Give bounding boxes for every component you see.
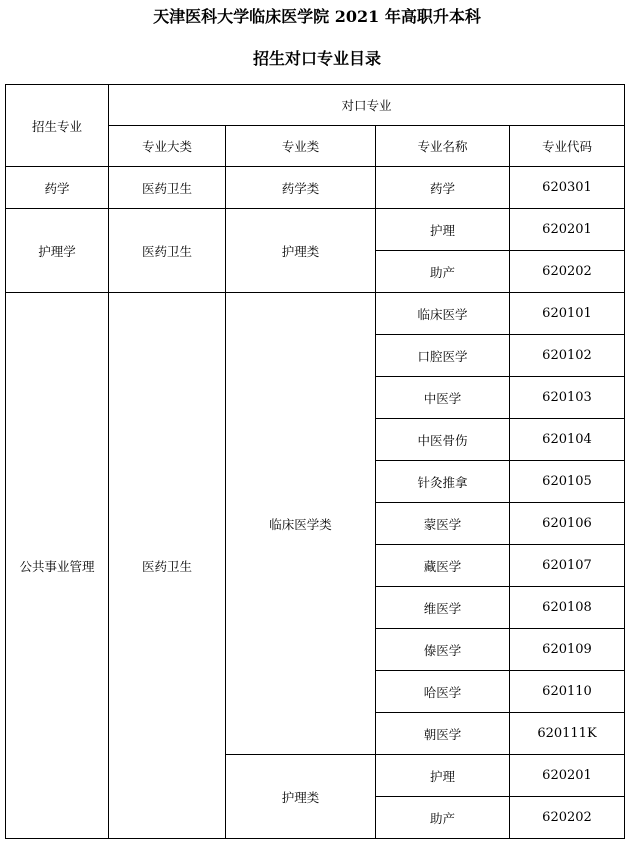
major-name-cell: 蒙医学 <box>376 503 510 545</box>
major-code-cell: 620106 <box>510 503 625 545</box>
major-name-cell: 藏医学 <box>376 545 510 587</box>
major-code-cell: 620104 <box>510 419 625 461</box>
major-name-cell: 药学 <box>376 167 510 209</box>
header-major-code: 专业代码 <box>510 126 625 167</box>
major-catalog-table <box>5 84 625 839</box>
major-name-cell: 维医学 <box>376 587 510 629</box>
major-name-cell: 傣医学 <box>376 629 510 671</box>
category-cell: 药学类 <box>226 167 376 209</box>
major-name-cell: 助产 <box>376 797 510 839</box>
major-name-cell: 哈医学 <box>376 671 510 713</box>
enrollment-major-cell: 护理学 <box>6 209 109 293</box>
major-code-cell: 620109 <box>510 629 625 671</box>
major-name-cell: 朝医学 <box>376 713 510 755</box>
table-row <box>6 167 625 209</box>
header-category: 专业类 <box>226 126 376 167</box>
category-major-cell: 医药卫生 <box>109 209 226 293</box>
major-name-cell: 助产 <box>376 251 510 293</box>
major-code-cell: 620202 <box>510 251 625 293</box>
major-name-cell: 中医骨伤 <box>376 419 510 461</box>
table-row <box>6 293 625 335</box>
major-code-cell: 620201 <box>510 209 625 251</box>
major-code-cell: 620107 <box>510 545 625 587</box>
major-code-cell: 620101 <box>510 293 625 335</box>
document-title: 天津医科大学临床医学院 2021 年高职升本科 <box>153 7 481 26</box>
header-major-name: 专业名称 <box>376 126 510 167</box>
enrollment-major-cell: 公共事业管理 <box>6 293 109 839</box>
major-code-cell: 620108 <box>510 587 625 629</box>
major-code-cell: 620201 <box>510 755 625 797</box>
category-cell: 护理类 <box>226 209 376 293</box>
major-name-cell: 针灸推拿 <box>376 461 510 503</box>
major-code-cell: 620301 <box>510 167 625 209</box>
major-code-cell: 620103 <box>510 377 625 419</box>
major-name-cell: 护理 <box>376 755 510 797</box>
category-major-cell: 医药卫生 <box>109 293 226 839</box>
category-cell: 护理类 <box>226 755 376 839</box>
document-subtitle: 招生对口专业目录 <box>252 49 381 68</box>
enrollment-major-cell: 药学 <box>6 167 109 209</box>
major-code-cell: 620110 <box>510 671 625 713</box>
category-cell: 临床医学类 <box>226 293 376 755</box>
major-name-cell: 临床医学 <box>376 293 510 335</box>
major-code-cell: 620111K <box>510 713 625 755</box>
header-matching-major: 对口专业 <box>109 85 625 126</box>
header-category-major: 专业大类 <box>109 126 226 167</box>
major-code-cell: 620102 <box>510 335 625 377</box>
major-name-cell: 口腔医学 <box>376 335 510 377</box>
category-major-cell: 医药卫生 <box>109 167 226 209</box>
header-enrollment-major: 招生专业 <box>6 85 109 167</box>
table-row <box>6 209 625 251</box>
major-name-cell: 护理 <box>376 209 510 251</box>
major-name-cell: 中医学 <box>376 377 510 419</box>
major-code-cell: 620202 <box>510 797 625 839</box>
major-code-cell: 620105 <box>510 461 625 503</box>
